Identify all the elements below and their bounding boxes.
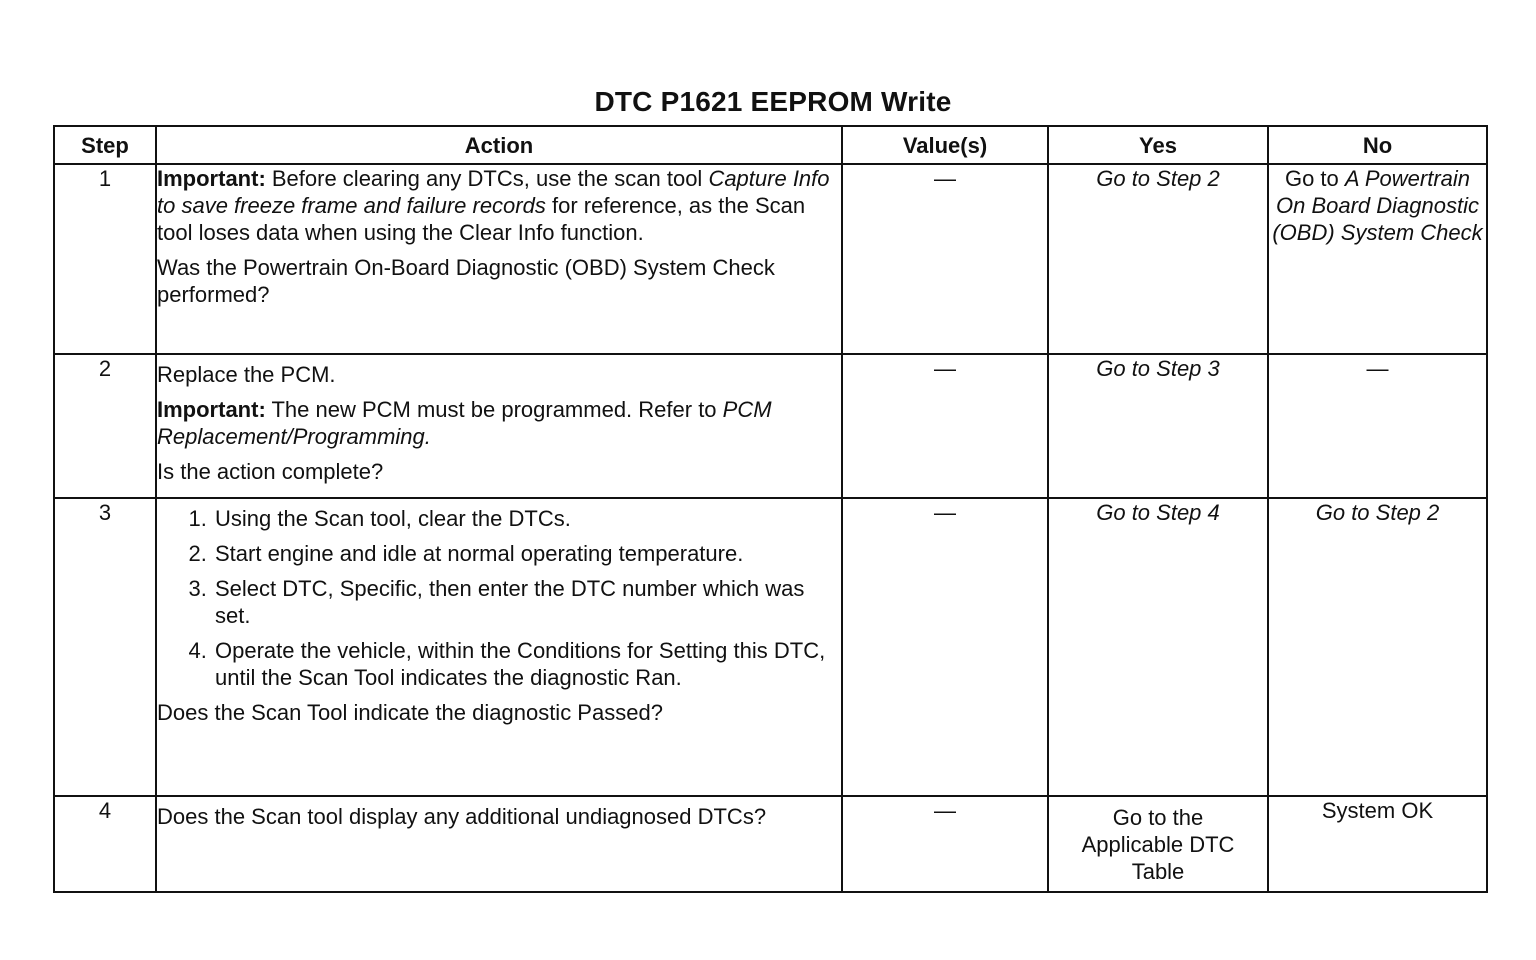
step-number: 3	[54, 498, 156, 796]
page-title: DTC P1621 EEPROM Write	[594, 86, 952, 117]
action-cell	[156, 164, 842, 354]
action-cell	[156, 498, 842, 796]
step-number: 2	[54, 354, 156, 498]
pcm-replacement-ref: PCM Replacement/Programming.	[157, 397, 772, 449]
header-step: Step	[54, 126, 156, 164]
important-text: for reference, as the Scan tool loses data when using the Clear Info function.	[157, 193, 806, 245]
value-cell: —	[842, 498, 1048, 796]
action-cell	[156, 354, 842, 498]
goto-step-link: Go to Step 2	[1315, 500, 1440, 525]
action-question: Is the action complete?	[157, 459, 384, 484]
procedure-list	[157, 505, 841, 691]
value-cell: —	[842, 796, 1048, 892]
action-question: Was the Powertrain On-Board Diagnostic (OBD) System Check performed?	[157, 255, 775, 307]
value-cell: —	[842, 354, 1048, 498]
procedure-item: 4. Operate the vehicle, within the Conditions for Setting this DTC, until the Scan Tool indicates the diagnostic Ran.	[213, 637, 841, 691]
step-number: 4	[54, 796, 156, 892]
step-number: 1	[54, 164, 156, 354]
procedure-item: 3. Select DTC, Specific, then enter the DTC number which was set.	[213, 575, 841, 629]
table-row	[54, 354, 1487, 498]
header-no: No	[1268, 126, 1487, 164]
action-question: Does the Scan Tool indicate the diagnostic Passed?	[157, 700, 663, 725]
header-yes: Yes	[1048, 126, 1268, 164]
important-label: Important:	[157, 397, 266, 422]
procedure-item: 1. Using the Scan tool, clear the DTCs.	[213, 505, 841, 532]
important-note	[157, 165, 841, 246]
goto-step-link: Go to Step 4	[1096, 500, 1220, 525]
action-instruction: Replace the PCM.	[157, 362, 336, 387]
procedure-item: 2. Start engine and idle at normal operating temperature.	[213, 540, 841, 567]
table-header-row	[54, 126, 1487, 164]
important-text: Before clearing any DTCs, use the scan tool	[265, 166, 709, 191]
table-row	[54, 498, 1487, 796]
yes-cell: Go to the Applicable DTC Table	[1048, 796, 1268, 892]
header-values: Value(s)	[842, 126, 1048, 164]
important-label: Important:	[157, 166, 266, 191]
yes-cell	[1048, 164, 1268, 354]
no-cell	[1268, 498, 1487, 796]
value-cell: —	[842, 164, 1048, 354]
no-cell	[1268, 164, 1487, 354]
action-question: Does the Scan tool display any additional undiagnosed DTCs?	[157, 804, 767, 829]
action-cell	[156, 796, 842, 892]
obd-system-check-ref: A Powertrain On Board Diagnostic (OBD) System Check	[1272, 166, 1483, 245]
important-note	[157, 396, 841, 450]
goto-step-link: Go to Step 3	[1096, 356, 1220, 381]
no-cell: —	[1268, 354, 1487, 498]
header-action: Action	[156, 126, 842, 164]
table-row	[54, 164, 1487, 354]
table-row	[54, 796, 1487, 892]
important-italic: Capture Info to save freeze frame and failure records	[157, 166, 830, 218]
important-text: The new PCM must be programmed. Refer to	[265, 397, 723, 422]
diagnostic-table	[53, 125, 1488, 893]
yes-cell	[1048, 498, 1268, 796]
no-prefix: Go to	[1284, 166, 1345, 191]
yes-cell	[1048, 354, 1268, 498]
goto-step-link: Go to Step 2	[1096, 166, 1220, 191]
no-cell: System OK	[1268, 796, 1487, 892]
